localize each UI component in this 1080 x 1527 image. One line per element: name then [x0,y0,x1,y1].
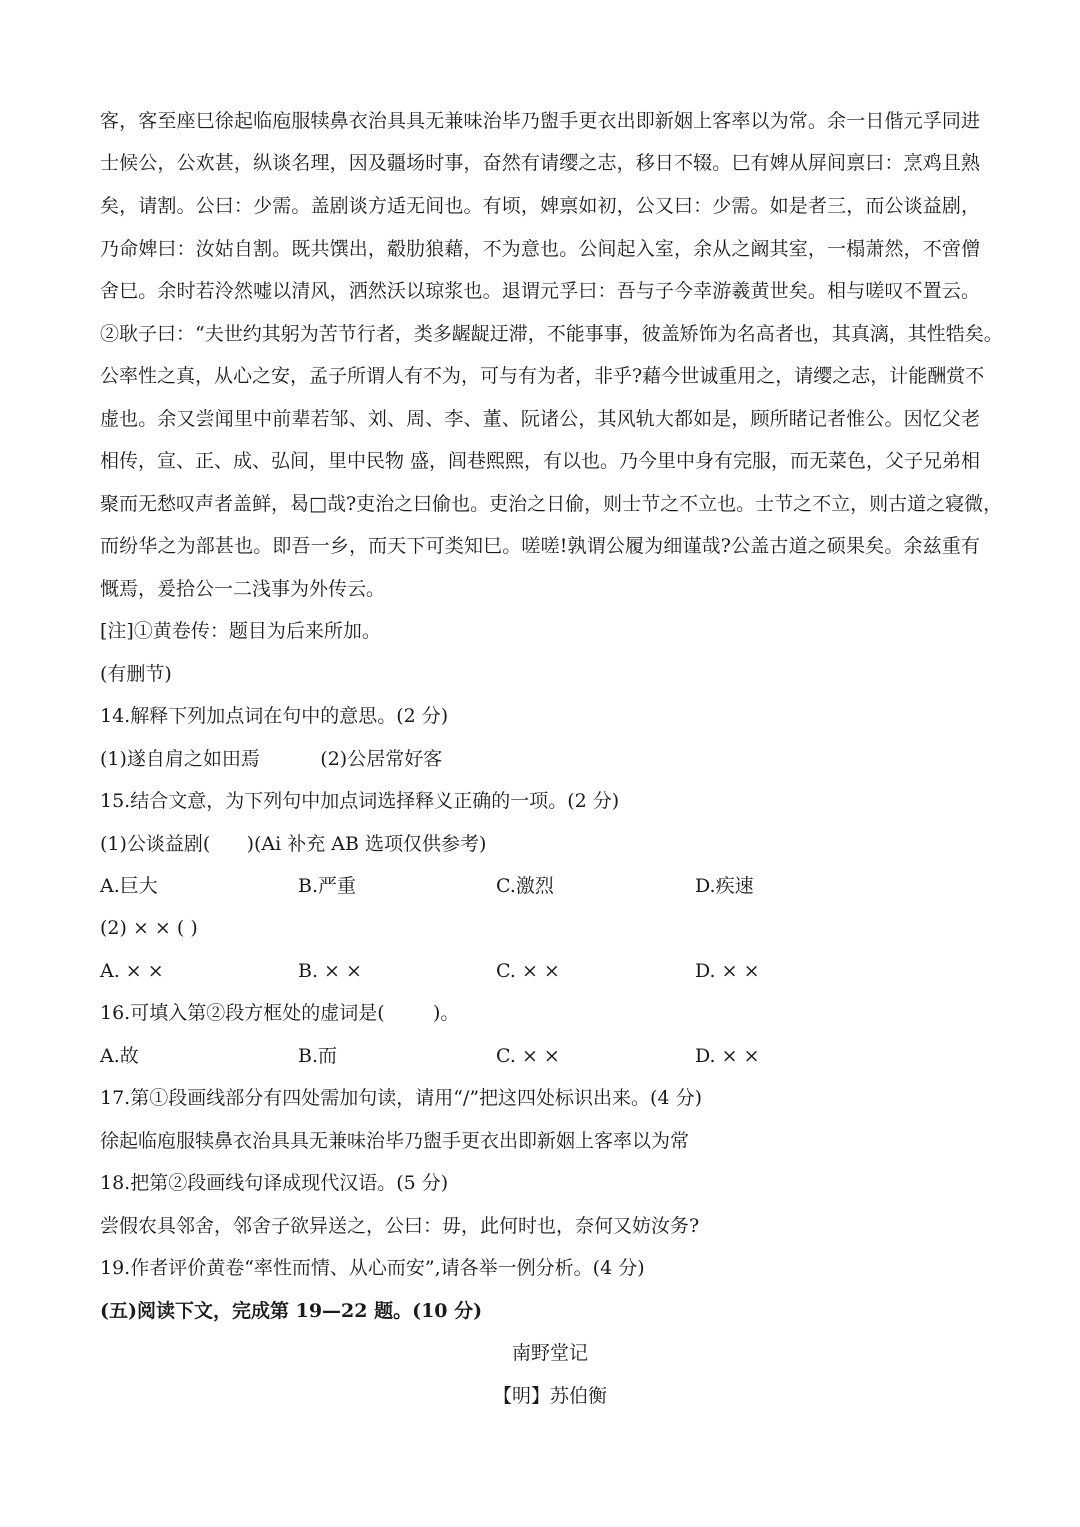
question-18-stem: 18.把第②段画线句译成现代汉语。(5 分) [100,1172,449,1194]
passage-para1-line-3: 矣，请割。公曰：少需。盖剧谈方适无间也。有顷，婢禀如初，公又曰：少需。如是者三，而公谈益剧， [100,195,980,217]
question-15-sub2: (2) × × ( ) [100,917,198,939]
option-b: B.而 [298,1045,338,1067]
question-19-stem: 19.作者评价黄卷“率性而情、从心而安”,请各举一例分析。(4 分) [100,1257,645,1279]
question-16-options [100,1043,980,1069]
annotation-note: [注]①黄卷传：题目为后来所加。 [100,620,381,642]
option-c: C.激烈 [496,875,554,897]
question-18-text: 尝假农具邻舍，邻舍子欲异送之，公曰：毋，此何时也，奈何又妨汝务? [100,1215,700,1237]
question-15-stem: 15.结合文意，为下列句中加点词选择释义正确的一项。(2 分) [100,790,620,812]
section-5-title: 南野堂记 [511,1342,588,1364]
passage-para2-line-3: 虚也。余又尝闻里中前辈若邹、刘、周、李、董、阮诸公，其风轨大都如是，顾所睹记者惟公。因忆父老 [100,408,980,430]
section-5-author: 【明】苏伯衡 [492,1385,607,1407]
option-d: D. × × [695,1045,760,1067]
passage-para1-line-4: 乃命婢曰：汝姑自割。既共馔出，觳肋狼藉，不为意也。公间起入室，余从之阚其室，一榻萧然，不啻僧 [100,238,980,260]
passage-para2-line-1: ②耿子曰：“夫世约其躬为苦节行者，类多龌龊迂滞，不能事事，彼盖矫饰为名高者也，其真漓，其性牿矣。 [100,323,1003,345]
option-b: B. × × [298,960,362,982]
option-d: D.疾速 [695,875,754,897]
passage-para2-line-4: 相传，宣、正、成、弘间，里中民物 盛，闾巷熙熙，有以也。乃今里中身有完服，而无菜色，父子兄弟相 [100,450,981,472]
option-d: D. × × [695,960,760,982]
question-16-stem: 16.可填入第②段方框处的虚词是( )。 [100,1002,460,1024]
passage-para2-line-6: 而纷华之为部甚也。即吾一乡，而天下可类知巳。嗟嗟!孰谓公履为细谨哉?公盖古道之硕果矣。余兹重有 [100,535,980,557]
passage-para1-line-5: 舍巳。余时若泠然嘘以清风，洒然沃以琼浆也。退谓元孚曰：吾与子今幸游羲黄世矣。相与嗟叹不置云。 [100,280,980,302]
option-a: A.故 [100,1045,139,1067]
option-c: C. × × [496,960,560,982]
passage-para2-line-2: 公率性之真，从心之安，孟子所谓人有不为，可与有为者，非乎?藉今世诚重用之，请缨之志，计能酬赏不 [100,365,985,387]
passage-para2-line-7: 慨焉，爰拾公一二浅事为外传云。 [100,578,386,600]
section-5-heading: (五)阅读下文，完成第 19—22 题。(10 分) [100,1300,483,1322]
passage-para2-line-5: 聚而无愁叹声者盖鲜，曷□哉?吏治之曰偷也。吏治之日偷，则士节之不立也。士节之不立，则古道之寝微， [100,493,1003,515]
option-a: A.巨大 [100,875,158,897]
question-15-sub1-options [100,873,980,899]
passage-para1-line-1: 客，客至座巳徐起临庖服犊鼻衣治具具无兼味治毕乃盥手更衣出即新姻上客率以为常。余一日偕元孚同进 [100,110,980,132]
option-c: C. × × [496,1045,560,1067]
question-17-stem: 17.第①段画线部分有四处需加句读，请用“/”把这四处标识出来。(4 分) [100,1087,702,1109]
option-a: A. × × [100,960,164,982]
passage-para1-line-2: 士候公，公欢甚，纵谈名理，因及疆场时事，奋然有请缨之志，移日不辍。巳有婢从屏间禀曰：烹鸡且熟 [100,152,980,174]
option-b: B.严重 [298,875,357,897]
question-17-text: 徐起临庖服犊鼻衣治具具无兼味治毕乃盥手更衣出即新姻上客率以为常 [100,1130,690,1152]
question-14-stem: 14.解释下列加点词在句中的意思。(2 分) [100,705,449,727]
question-15-sub1: (1)公谈益剧( )(Ai 补充 AB 选项仅供参考) [100,833,487,855]
question-14-items: (1)遂自肩之如田焉 (2)公居常好客 [100,748,443,770]
abridged-note: (有删节) [100,663,172,685]
question-15-sub2-options [100,958,980,984]
